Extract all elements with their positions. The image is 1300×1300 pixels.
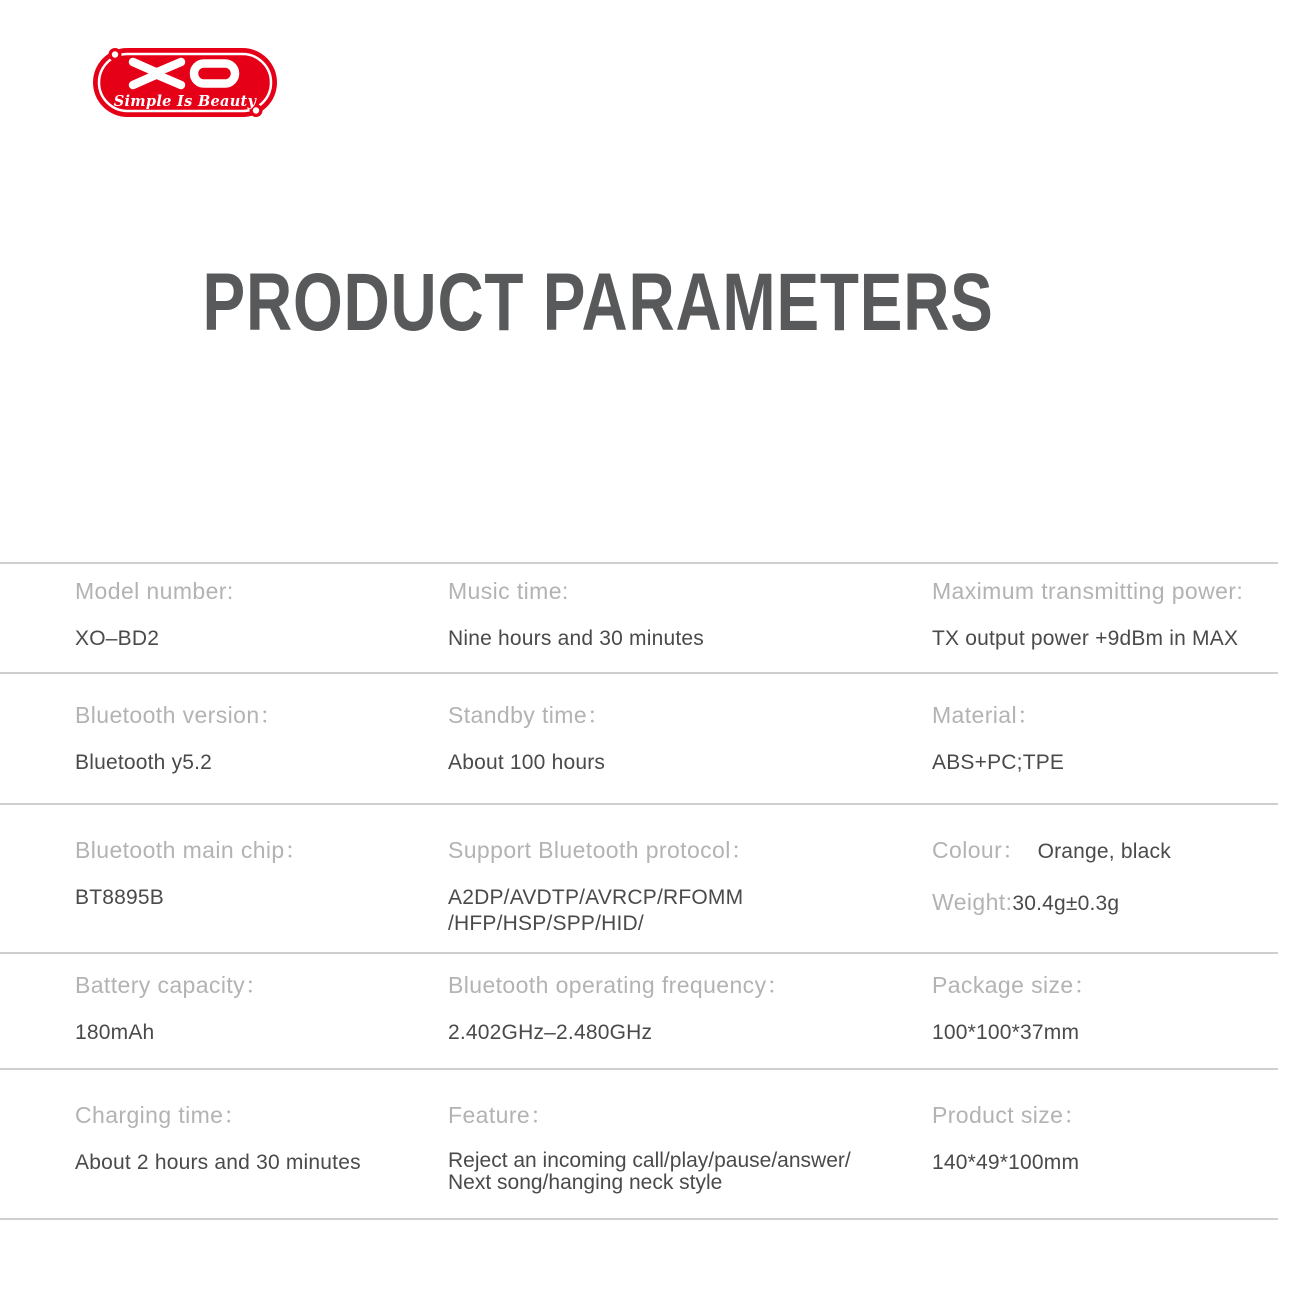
- spec-value: A2DP/AVDTP/AVRCP/RFOMM: [448, 885, 744, 909]
- spec-value: 2.402GHz–2.480GHz: [448, 1020, 653, 1044]
- spec-value: Bluetooth y5.2: [75, 750, 213, 774]
- table-bottom-divider: [0, 1218, 1278, 1220]
- spec-cell-model-number: [75, 578, 448, 672]
- spec-label: Music time:: [448, 578, 569, 604]
- spec-label: Colour：: [932, 837, 1026, 863]
- spec-value: Nine hours and 30 minutes: [448, 626, 704, 650]
- spec-cell-feature: [448, 1102, 932, 1218]
- spec-cell-battery-capacity: [75, 972, 448, 1068]
- spec-label: Package size：: [932, 972, 1097, 998]
- spec-row-2: [0, 672, 1300, 803]
- spec-label: Bluetooth main chip：: [75, 837, 309, 863]
- spec-value: Reject an incoming call/play/pause/answer/: [448, 1148, 851, 1172]
- page-title: PRODUCT PARAMETERS: [202, 257, 994, 348]
- spec-label: Bluetooth operating frequency：: [448, 972, 790, 998]
- spec-cell-package-size: [932, 972, 1300, 1068]
- spec-row-5: [0, 1068, 1300, 1218]
- spec-cell-product-size: [932, 1102, 1300, 1218]
- spec-label: Maximum transmitting power:: [932, 578, 1244, 604]
- spec-cell-bluetooth-protocol: [448, 837, 932, 952]
- spec-label: Feature：: [448, 1102, 554, 1128]
- spec-value: TX output power +9dBm in MAX: [932, 626, 1239, 650]
- spec-value: ABS+PC;TPE: [932, 750, 1065, 774]
- spec-value: About 2 hours and 30 minutes: [75, 1150, 361, 1174]
- spec-label: Product size：: [932, 1102, 1087, 1128]
- spec-cell-bluetooth-main-chip: [75, 837, 448, 952]
- spec-value-line2: Next song/hanging neck style: [448, 1170, 723, 1194]
- spec-label: Weight:: [932, 889, 1013, 916]
- xo-logo-graphic: [93, 48, 277, 117]
- spec-value: About 100 hours: [448, 750, 606, 774]
- spec-label: Material：: [932, 702, 1041, 728]
- spec-value: 180mAh: [75, 1020, 155, 1044]
- spec-label: Standby time：: [448, 702, 611, 728]
- spec-value: XO–BD2: [75, 626, 160, 650]
- spec-value: BT8895B: [75, 885, 164, 909]
- spec-label: Charging time：: [75, 1102, 247, 1128]
- product-parameters-table: [0, 562, 1300, 1218]
- spec-cell-material: [932, 702, 1300, 803]
- spec-value: 100*100*37mm: [932, 1020, 1080, 1044]
- spec-cell-bluetooth-version: [75, 702, 448, 803]
- spec-cell-music-time: [448, 578, 932, 672]
- page-title-wrap: [0, 257, 1196, 348]
- logo-tagline: Simple Is Beauty: [113, 93, 257, 110]
- spec-label: Model number:: [75, 578, 234, 604]
- spec-label: Support Bluetooth protocol：: [448, 837, 755, 863]
- spec-cell-standby-time: [448, 702, 932, 803]
- spec-label: Bluetooth version：: [75, 702, 283, 728]
- spec-cell-charging-time: [75, 1102, 448, 1218]
- spec-value: 30.4g±0.3g: [1012, 892, 1120, 916]
- spec-cell-max-transmitting-power: [932, 578, 1300, 672]
- logo-dot-top-left: [112, 51, 118, 57]
- spec-pair-colour: [932, 837, 1300, 865]
- spec-row-4: [0, 952, 1300, 1068]
- spec-value: Orange, black: [1037, 840, 1171, 863]
- xo-logo: [93, 48, 277, 117]
- spec-value: 140*49*100mm: [932, 1150, 1080, 1174]
- spec-label: Battery capacity：: [75, 972, 269, 998]
- spec-row-3: [0, 803, 1300, 952]
- spec-value-line2: /HFP/HSP/SPP/HID/: [448, 911, 644, 935]
- spec-cell-bluetooth-frequency: [448, 972, 932, 1068]
- spec-pair-weight: [932, 889, 1300, 917]
- spec-row-1: [0, 562, 1300, 672]
- spec-cell-colour-weight: [932, 837, 1300, 952]
